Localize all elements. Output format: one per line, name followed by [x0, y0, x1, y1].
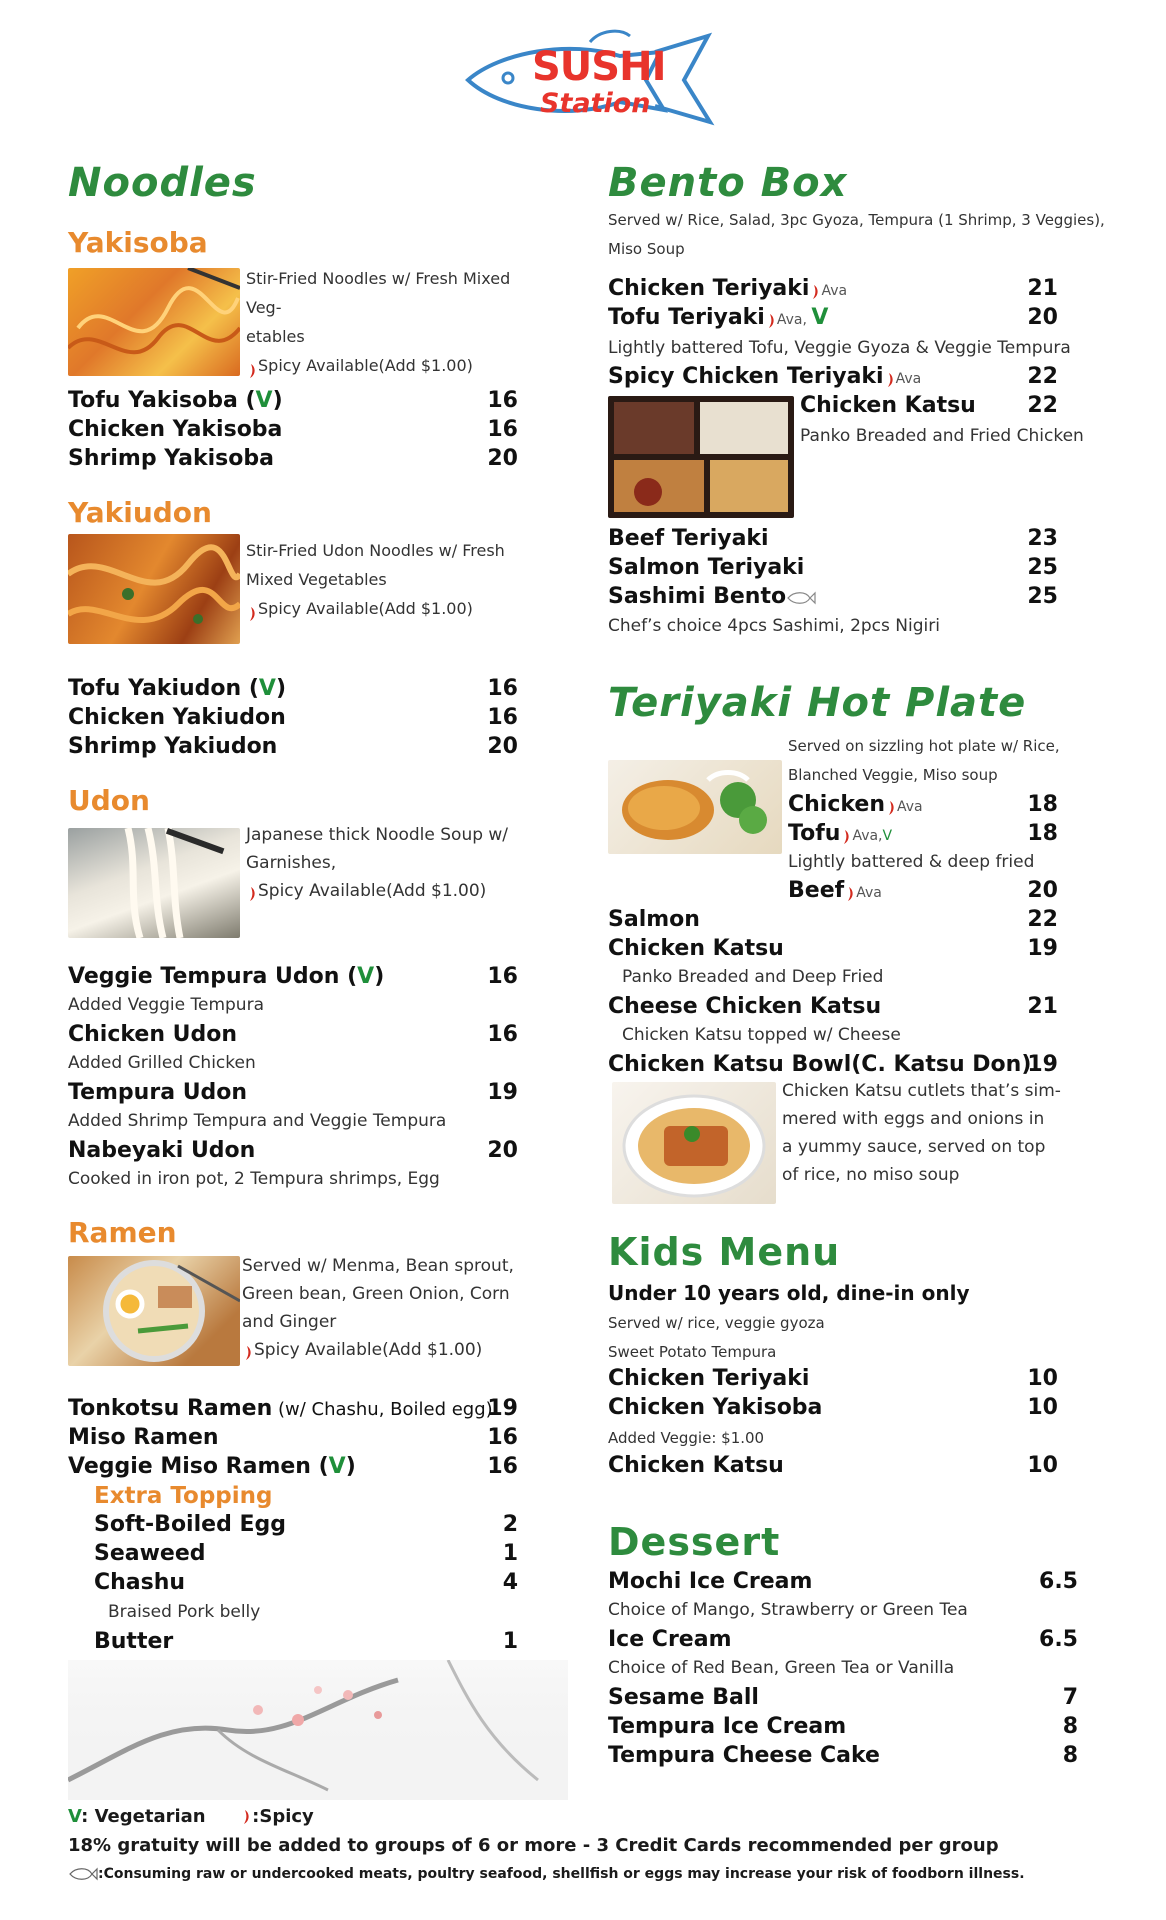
menu-item-hot-plate-chicken: Chicken Ava [788, 792, 923, 817]
chili-icon [846, 883, 854, 899]
price: 21 [1027, 994, 1058, 1019]
ramen-desc-line3: and Ginger [242, 1312, 337, 1332]
ramen-heading: Ramen [68, 1216, 177, 1249]
gratuity-note: 18% gratuity will be added to groups of 6 or more - 3 Credit Cards recommended per group [68, 1835, 999, 1856]
menu-item-tonkotsu-ramen: Tonkotsu Ramen (w/ Chashu, Boiled egg) [68, 1396, 493, 1421]
kids-menu-subtitle: Under 10 years old, dine-in only [608, 1281, 970, 1305]
menu-item-kids-chicken-yakisoba: Chicken Yakisoba [608, 1395, 823, 1420]
item-note: Panko Breaded and Deep Fried [622, 967, 884, 987]
price: 25 [1027, 555, 1058, 580]
menu-item-chicken-teriyaki: Chicken Teriyaki Ava [608, 276, 848, 301]
price: 20 [487, 734, 518, 759]
don-desc-line1: Chicken Katsu cutlets that’s sim- [782, 1081, 1061, 1101]
price: 16 [487, 964, 518, 989]
chili-icon [248, 602, 256, 618]
menu-item-hot-plate-beef: Beef Ava [788, 878, 882, 903]
udon-desc-line1: Japanese thick Noodle Soup w/ [246, 825, 509, 845]
price: 16 [487, 676, 518, 701]
topping-butter: Butter [94, 1629, 174, 1654]
item-note: Added Veggie Tempura [68, 995, 264, 1015]
price: 20 [1027, 305, 1058, 330]
item-note: Chicken Katsu topped w/ Cheese [622, 1025, 901, 1045]
yakiudon-spicy-note: Spicy Available(Add $1.00) [258, 599, 473, 618]
item-note: Lightly battered & deep fried [788, 852, 1035, 872]
price: 22 [1027, 393, 1058, 418]
yakisoba-desc-line2: etables [246, 327, 305, 346]
item-note: Choice of Mango, Strawberry or Green Tea [608, 1600, 968, 1620]
yakiudon-description [246, 536, 546, 623]
price: 4 [502, 1570, 518, 1595]
yakisoba-desc-line1: Stir-Fried Noodles w/ Fresh Mixed Veg- [246, 269, 511, 317]
price: 1 [502, 1541, 518, 1566]
raw-fish-icon [786, 588, 816, 606]
bento-desc-line2: Miso Soup [608, 240, 685, 258]
topping-seaweed: Seaweed [94, 1541, 206, 1566]
ramen-description [242, 1252, 552, 1364]
menu-item-sesame-ball: Sesame Ball [608, 1685, 759, 1710]
brand-line1: SUSHI [532, 44, 666, 90]
price: 8 [1062, 1743, 1078, 1768]
price: 10 [1027, 1395, 1058, 1420]
price: 21 [1027, 276, 1058, 301]
bento-heading: Bento Box [608, 160, 848, 206]
price: 18 [1027, 821, 1058, 846]
katsu-don-description [782, 1077, 1082, 1189]
menu-item-tempura-udon: Tempura Udon [68, 1080, 248, 1105]
hot-plate-desc-line2: Blanched Veggie, Miso soup [788, 766, 998, 784]
item-note: Cooked in iron pot, 2 Tempura shrimps, Egg [68, 1169, 440, 1189]
menu-item-salmon-teriyaki: Salmon Teriyaki [608, 555, 805, 580]
bento-desc-line1: Served w/ Rice, Salad, 3pc Gyoza, Tempura (1 Shrimp, 3 Veggies), [608, 211, 1105, 229]
hot-plate-heading: Teriyaki Hot Plate [608, 680, 1027, 726]
legend [68, 1806, 314, 1827]
chili-icon [887, 797, 895, 813]
menu-item-ice-cream: Ice Cream [608, 1627, 732, 1652]
bento-photo [608, 396, 794, 518]
udon-spicy-note: Spicy Available(Add $1.00) [258, 881, 487, 901]
menu-item-kids-chicken-teriyaki: Chicken Teriyaki [608, 1366, 810, 1391]
price: 2 [502, 1512, 518, 1537]
price: 23 [1027, 526, 1058, 551]
menu-item-tofu-yakisoba: Tofu Yakisoba (V) [68, 388, 283, 413]
price: 6.5 [1039, 1627, 1078, 1652]
chili-icon [811, 281, 819, 297]
udon-description [246, 821, 556, 905]
menu-item-chicken-katsu-bowl: Chicken Katsu Bowl(C. Katsu Don) [608, 1052, 1032, 1077]
kids-desc-line1: Served w/ rice, veggie gyoza [608, 1314, 825, 1332]
katsu-don-photo [612, 1082, 776, 1204]
extra-topping-heading: Extra Topping [94, 1483, 273, 1509]
price: 10 [1027, 1453, 1058, 1478]
food-safety-warning [68, 1865, 1025, 1883]
don-desc-line2: mered with eggs and onions in [782, 1109, 1045, 1129]
chili-icon [842, 826, 850, 842]
menu-item-hot-plate-salmon: Salmon [608, 907, 700, 932]
menu-item-veggie-tempura-udon: Veggie Tempura Udon (V) [68, 964, 385, 989]
price: 25 [1027, 584, 1058, 609]
menu-item-tempura-cheese-cake: Tempura Cheese Cake [608, 1743, 880, 1768]
menu-item-tempura-ice-cream: Tempura Ice Cream [608, 1714, 847, 1739]
warning-text: :Consuming raw or undercooked meats, poultry seafood, shellfish or eggs may increase your risk of foodborn illness. [98, 1866, 1025, 1882]
vegetarian-key: V [68, 1806, 82, 1827]
item-note: Panko Breaded and Fried Chicken [800, 426, 1084, 446]
price: 16 [487, 1425, 518, 1450]
udon-photo [68, 828, 240, 938]
raw-fish-icon [68, 1865, 98, 1883]
don-desc-line4: of rice, no miso soup [782, 1165, 960, 1185]
price: 19 [1027, 936, 1058, 961]
menu-item-sashimi-bento: Sashimi Bento [608, 584, 816, 609]
menu-item-shrimp-yakisoba: Shrimp Yakisoba [68, 446, 274, 471]
price: 10 [1027, 1366, 1058, 1391]
yakiudon-photo [68, 534, 240, 644]
price: 16 [487, 1022, 518, 1047]
price: 19 [487, 1396, 518, 1421]
price: 18 [1027, 792, 1058, 817]
udon-heading: Udon [68, 784, 150, 817]
item-note: Added Shrimp Tempura and Veggie Tempura [68, 1111, 447, 1131]
yakiudon-heading: Yakiudon [68, 496, 212, 529]
chili-icon [886, 369, 894, 385]
topping-chashu: Chashu [94, 1570, 186, 1595]
item-note: Added Grilled Chicken [68, 1053, 256, 1073]
price: 20 [487, 1138, 518, 1163]
menu-item-chicken-yakisoba: Chicken Yakisoba [68, 417, 283, 442]
menu-item-shrimp-yakiudon: Shrimp Yakiudon [68, 734, 278, 759]
spicy-label: :Spicy [252, 1806, 314, 1827]
chili-icon [767, 310, 775, 326]
hot-plate-desc-line1: Served on sizzling hot plate w/ Rice, [788, 737, 1060, 755]
item-note: Lightly battered Tofu, Veggie Gyoza & Veggie Tempura [608, 338, 1071, 358]
menu-item-chicken-yakiudon: Chicken Yakiudon [68, 705, 286, 730]
yakisoba-heading: Yakisoba [68, 226, 208, 259]
ramen-desc-line2: Green bean, Green Onion, Corn [242, 1284, 510, 1304]
price: 22 [1027, 364, 1058, 389]
price: 6.5 [1039, 1569, 1078, 1594]
ramen-photo [68, 1256, 240, 1366]
item-note: Choice of Red Bean, Green Tea or Vanilla [608, 1658, 955, 1678]
menu-item-miso-ramen: Miso Ramen [68, 1425, 219, 1450]
price: 16 [487, 1454, 518, 1479]
cherry-blossom-decoration [68, 1660, 568, 1800]
price: 8 [1062, 1714, 1078, 1739]
price: 1 [502, 1629, 518, 1654]
menu-item-veggie-miso-ramen: Veggie Miso Ramen (V) [68, 1454, 356, 1479]
menu-item-tofu-teriyaki: Tofu Teriyaki Ava, V [608, 305, 829, 330]
ramen-spicy-note: Spicy Available(Add $1.00) [254, 1340, 483, 1360]
menu-item-kids-chicken-katsu: Chicken Katsu [608, 1453, 784, 1478]
dessert-heading: Dessert [608, 1520, 781, 1564]
price: 16 [487, 388, 518, 413]
menu-item-hot-plate-chicken-katsu: Chicken Katsu [608, 936, 784, 961]
chili-icon [248, 359, 256, 375]
menu-item-mochi-ice-cream: Mochi Ice Cream [608, 1569, 813, 1594]
brand-logo [460, 22, 720, 132]
menu-item-spicy-chicken-teriyaki: Spicy Chicken Teriyaki Ava [608, 364, 922, 389]
ramen-desc-line1: Served w/ Menma, Bean sprout, [242, 1256, 514, 1276]
menu-item-chicken-udon: Chicken Udon [68, 1022, 238, 1047]
item-note: Added Veggie: $1.00 [608, 1429, 765, 1447]
kids-menu-heading: Kids Menu [608, 1230, 841, 1274]
price: 19 [1027, 1052, 1058, 1077]
chili-icon [248, 883, 256, 899]
item-note: Chef’s choice 4pcs Sashimi, 2pcs Nigiri [608, 616, 940, 636]
price: 22 [1027, 907, 1058, 932]
menu-item-tofu-yakiudon: Tofu Yakiudon (V) [68, 676, 287, 701]
menu-item-nabeyaki-udon: Nabeyaki Udon [68, 1138, 256, 1163]
vegetarian-label: : Vegetarian [81, 1806, 206, 1827]
noodles-heading: Noodles [68, 160, 257, 206]
udon-desc-line2: Garnishes, [246, 853, 337, 873]
brand-line2: Station [540, 88, 651, 119]
chili-icon [242, 1809, 250, 1825]
yakisoba-description [246, 264, 546, 380]
kids-desc-line2: Sweet Potato Tempura [608, 1343, 777, 1361]
yakiudon-desc-line1: Stir-Fried Udon Noodles w/ Fresh [246, 541, 505, 560]
menu-item-cheese-chicken-katsu: Cheese Chicken Katsu [608, 994, 882, 1019]
menu-item-bento-chicken-katsu: Chicken Katsu [800, 393, 976, 418]
yakiudon-desc-line2: Mixed Vegetables [246, 570, 387, 589]
yakisoba-photo [68, 268, 240, 376]
chili-icon [244, 1342, 252, 1358]
topping-soft-boiled-egg: Soft-Boiled Egg [94, 1512, 286, 1537]
price: 20 [487, 446, 518, 471]
price: 16 [487, 417, 518, 442]
menu-item-beef-teriyaki: Beef Teriyaki [608, 526, 769, 551]
price: 19 [487, 1080, 518, 1105]
price: 16 [487, 705, 518, 730]
yakisoba-spicy-note: Spicy Available(Add $1.00) [258, 356, 473, 375]
item-note: Braised Pork belly [108, 1602, 261, 1622]
menu-item-hot-plate-tofu: Tofu Ava,V [788, 821, 893, 846]
hot-plate-photo [608, 760, 782, 854]
price: 20 [1027, 878, 1058, 903]
don-desc-line3: a yummy sauce, served on top [782, 1137, 1046, 1157]
price: 7 [1062, 1685, 1078, 1710]
